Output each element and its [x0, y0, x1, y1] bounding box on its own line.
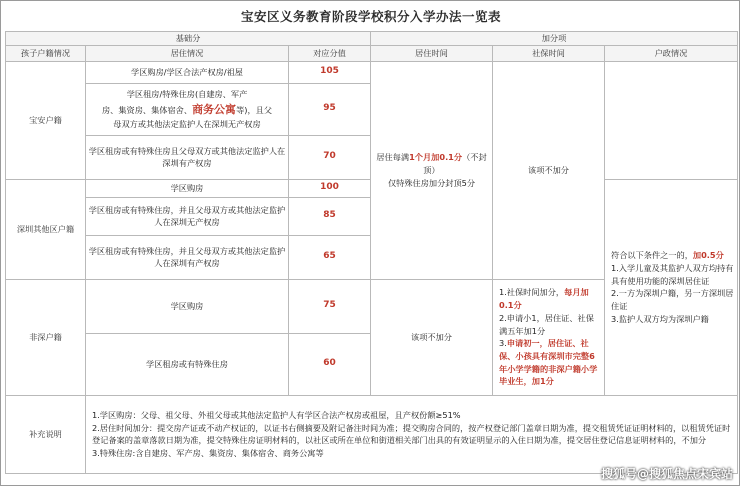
residence-line: 等)，且父: [236, 104, 273, 115]
child-hukou-header: 孩子户籍情况: [6, 45, 86, 61]
residence-line: 房、集资房、集体宿舍、: [101, 104, 193, 115]
residence-cell: 学区租房或有特殊住房: [86, 333, 289, 395]
residence-time-none: 该项不加分: [371, 279, 493, 395]
residence-cell: 学区购房/学区合法产权房/祖屋: [86, 61, 289, 83]
residence-cell: 学区购房: [86, 279, 289, 333]
special-housing-cap: 仅特殊住房加分封顶5分: [387, 177, 476, 188]
hukou-status-header: 户政情况: [605, 45, 738, 61]
notes-label: 补充说明: [6, 395, 86, 473]
baoan-hukou-label: 宝安户籍: [6, 61, 86, 179]
residence-time-text: 居住每满: [376, 152, 410, 163]
note-line: 3.特殊住房:含自建房、军产房、集资房、集体宿舍、商务公寓等: [92, 447, 324, 458]
column-header-row: [6, 45, 738, 61]
notes-row: [6, 395, 738, 473]
social-item: 3.: [499, 338, 507, 349]
note-line: 1.学区购房：父母、祖父母、外祖父母或其他法定监护人有学区合法产权房或祖屋，且产权份额≥51%: [92, 409, 461, 420]
score-cell: 75: [289, 279, 371, 333]
residence-time-rate: 1个月加0.1分: [409, 152, 463, 163]
score-cell: 95: [289, 83, 371, 135]
shenzhen-other-hukou-label: 深圳其他区户籍: [6, 179, 86, 279]
hukou-bonus-intro: 符合以下条件之一的，: [611, 250, 693, 261]
table-row: [6, 61, 738, 83]
watermark: 搜狐号@搜狐焦点宋宾站: [600, 467, 733, 481]
hukou-bonus: [605, 179, 738, 395]
hukou-bonus-points: 加0.5分: [692, 250, 724, 261]
residence-time-header: 居住时间: [371, 45, 493, 61]
page-title: 宝安区义务教育阶段学校积分入学办法一览表: [240, 9, 501, 24]
social-item-rate: 申请初一，居住证、社保、小孩具有深圳市完整6年小学学籍的非深户籍小学毕业生，加1分: [499, 338, 598, 387]
bonus-score-header: 加分项: [371, 32, 738, 46]
score-header: 对应分值: [289, 45, 371, 61]
residence-time-bonus: [371, 61, 493, 279]
social-security-local: 该项不加分: [493, 61, 605, 279]
score-cell: 70: [289, 135, 371, 179]
basic-score-header: 基础分: [6, 32, 371, 46]
hukou-condition: 1.入学儿童及其监护人双方均持有具有使用功能的深圳居住证: [611, 262, 734, 286]
score-cell: 65: [289, 235, 371, 279]
residence-cell: [86, 83, 289, 135]
section-header-row: [6, 32, 738, 46]
score-cell: 105: [289, 61, 371, 83]
residence-time-cap-text: （不封顶）: [423, 152, 487, 175]
social-security-header: 社保时间: [493, 45, 605, 61]
social-item-rate: 每月加0.1分: [499, 287, 589, 311]
social-item: 1.社保时间加分，: [499, 287, 565, 298]
residence-cell: 学区租房或有特殊住房，并且父母双方或其他法定监护人在深圳无产权房: [86, 197, 289, 235]
hukou-blank-cell: [605, 61, 738, 179]
business-apartment-highlight: 商务公寓: [192, 102, 237, 116]
hukou-condition: 3.监护人双方均为深圳户籍: [611, 313, 709, 324]
residence-line: 母双方或其他法定监护人在深圳无产权房: [113, 118, 261, 129]
score-cell: 60: [289, 333, 371, 395]
residence-header: 居住情况: [86, 45, 289, 61]
residence-cell: 学区租房或有特殊住房，并且父母双方或其他法定监护人在深圳有产权房: [86, 235, 289, 279]
residence-cell: 学区购房: [86, 179, 289, 197]
social-item: 2.申请小1，居住证、社保满五年加1分: [499, 312, 594, 336]
hukou-condition: 2.一方为深圳户籍，另一方深圳居住证: [611, 288, 734, 311]
admission-points-table: [5, 31, 738, 474]
score-cell: 100: [289, 179, 371, 197]
residence-cell: 学区租房或有特殊住房且父母双方或其他法定监护人在深圳有产权房: [86, 135, 289, 179]
note-line: 2.居住时间加分：提交房产证或不动产权证的，以证书右侧摘要及附记备注时间为准；提交购房合同的，按产权登记部门盖章日期为准，提交租赁凭证证明材料的，以租赁凭证时登记备案的盖章落款日期为准，提交特殊住房证明材料的，以社区或所在单位和街道相关部门出具的有效证明显示的入住日期为准，提交居住登记信息证明材料的，不加分: [92, 422, 731, 446]
social-security-bonus: [493, 279, 605, 395]
residence-line: 学区租房/特殊住房(自建房、军产: [126, 88, 248, 99]
score-cell: 85: [289, 197, 371, 235]
non-shenzhen-hukou-label: 非深户籍: [6, 279, 86, 395]
notes-content: [86, 395, 738, 473]
